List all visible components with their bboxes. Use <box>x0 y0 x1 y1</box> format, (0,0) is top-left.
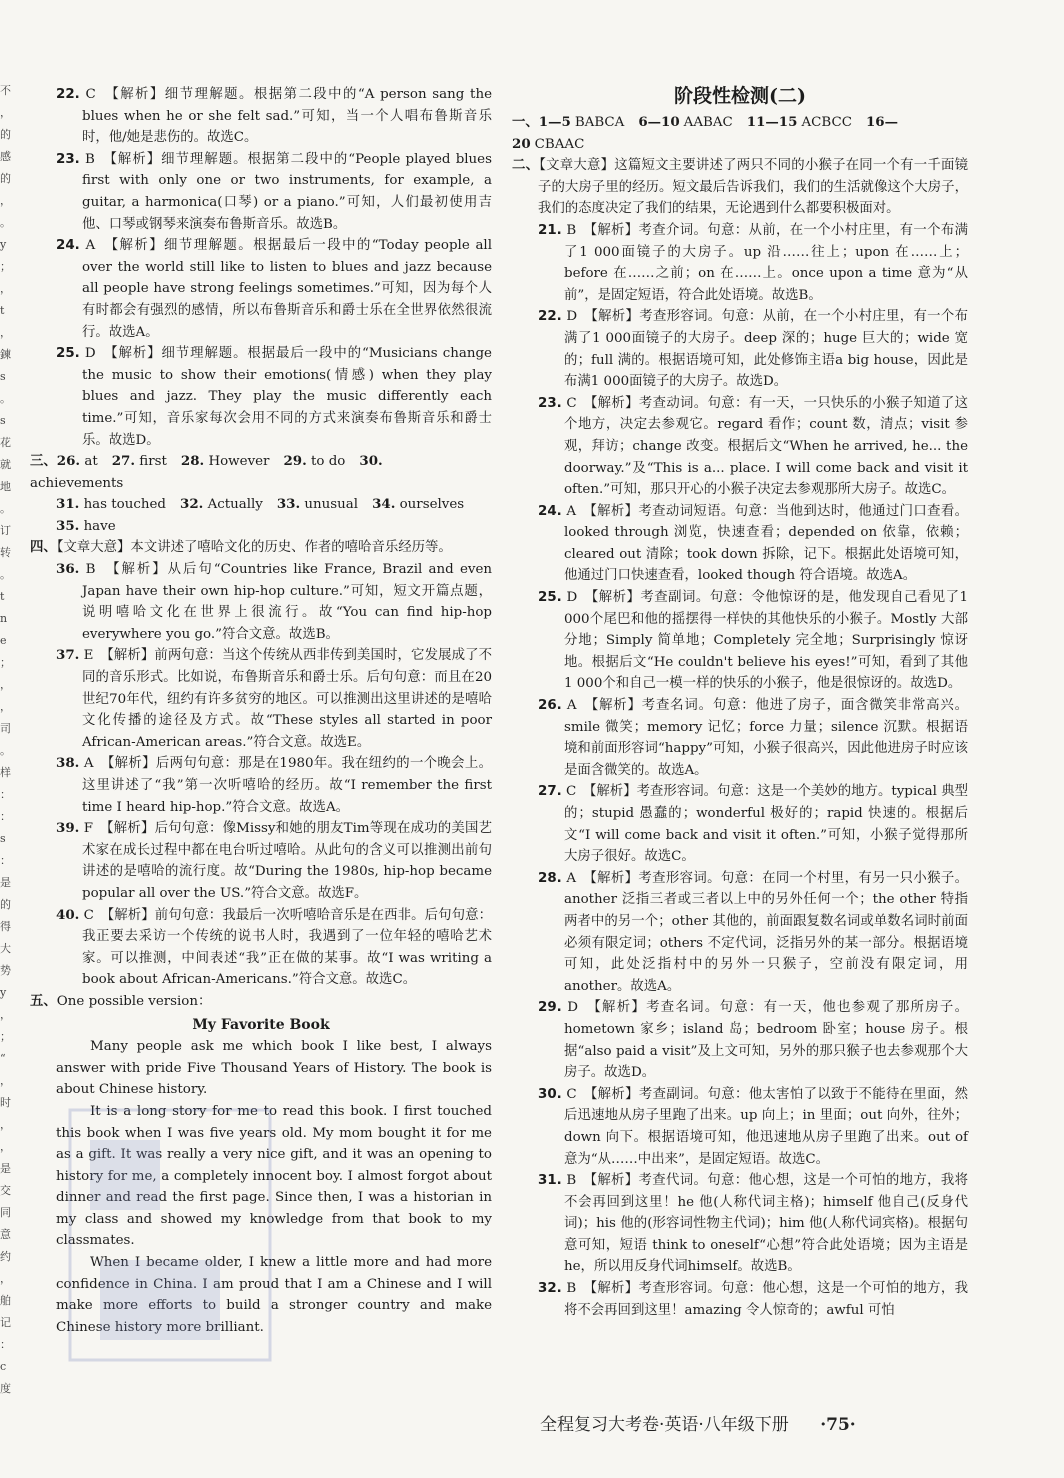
answer-pair <box>112 454 167 469</box>
answer-word: However <box>208 454 270 470</box>
answer-pair <box>372 497 464 512</box>
item-number: 36. <box>56 561 80 578</box>
cloze-answers <box>512 220 968 1321</box>
edge-char: 交 <box>0 1184 11 1197</box>
answer-pair <box>283 454 345 469</box>
answer-item <box>30 235 492 343</box>
edge-char: t <box>0 304 5 317</box>
answer-row <box>30 494 492 516</box>
page-number: ·75· <box>820 1415 856 1435</box>
left-column <box>30 84 492 1338</box>
section-4-label: 四、 <box>30 539 57 556</box>
answer-item <box>30 753 492 818</box>
answer-letters: CBAAC <box>534 136 585 152</box>
answer-item <box>30 343 492 451</box>
answer-item <box>512 1170 968 1278</box>
item-number: 22. <box>538 309 562 325</box>
section-5-essay <box>30 991 492 1339</box>
item-explanation: B 【解析】细节理解题。根据第二段中的“People played blues first with only one or two instruments, for example, a guitar, a harmonica(口琴) or a piano.”可知，人们最初使用吉他、口琴或钢琴来演奏布鲁斯音乐。故选B。 <box>82 151 492 232</box>
edge-char: ： <box>0 1338 11 1351</box>
item-explanation: A 【解析】考查形容词。句意：在同一个村里，有另一只小猴子。another 泛指三者或三者以上中的另外任何一个；the other 特指两者中的另一个；other 其他的，前面跟复数名词或单数名词时前面必须有限定词；others 不定代词，泛指另外的某一部分。根据语境可知，此处泛指村中的另外一只猴子，空前没有限定词，用another。故选A。 <box>564 870 969 994</box>
item-number: 21. <box>538 222 562 238</box>
item-explanation: F 【解析】后句句意：像Missy和她的朋友Tim等现在成功的美国艺术家在成长过程中都在电台听过嘻哈。从此句的含义可以推测出前句讲述的是嘻哈的流行度。故“During the 1980s, hip-hop became popular all over the US.”符合文意。故选F。 <box>82 821 492 901</box>
edge-char: 转 <box>0 546 11 559</box>
edge-char: 舶 <box>0 1294 11 1307</box>
edge-char: ， <box>0 1118 11 1131</box>
item-explanation: A 【解析】细节理解题。根据最后一段中的“Today people all over the world still like to listen to blues and jazz because all people have strong feelings sometimes.”可知，因为每个人有时都会有强烈的感情，所以布鲁斯音乐和爵士乐在全世界依然很流行。故选A。 <box>82 238 492 340</box>
edge-char: ， <box>0 1008 11 1021</box>
edge-char: 的 <box>0 128 11 141</box>
fill-blank-answers <box>30 451 492 537</box>
answer-item <box>512 1278 968 1321</box>
item-explanation: D 【解析】考查形容词。句意：从前，在一个小村庄里，有一个布满了1 000面镜子的大房子。deep 深的；huge 巨大的；wide 宽的；full 满的。根据语境可知，此处修饰主语a big house，因此是布满1 000面镜子的大房子。故选D。 <box>564 309 968 390</box>
edge-char: 样 <box>0 766 11 779</box>
item-number: 40. <box>56 906 80 923</box>
answer-word: Actually <box>207 497 263 513</box>
item-number: 24. <box>538 503 562 519</box>
edge-char: 时 <box>0 1096 11 1109</box>
item-explanation: D 【解析】考查副词。句意：令他惊讶的是，他发现自己看见了1 000个尾巴和他的摇摆得一样快的其他快乐的小猴子。Mostly 大部分地；Simply 简单地；Completely 完全地；Surprisingly 惊讶地。根据后文“He couldn't believe his eyes!”可知，看到了其他1 000个和自己一模一样的快乐的小猴子，他是很惊讶的。故选D。 <box>564 590 968 692</box>
item-explanation: E 【解析】前两句意：当这个传统从西非传到美国时，它发展成了不同的音乐形式。比如说，布鲁斯音乐和爵士乐。后句句意：而且在20世纪70年代，纽约有许多贫穷的地区。可以推测出这里讲述的是嘻哈文化传播的途径及方式。故“These styles all started in poor African-American areas.”符合文意。故选E。 <box>82 648 492 750</box>
edge-char: y <box>0 238 7 251</box>
answer-item <box>30 645 492 753</box>
edge-char: ： <box>0 854 11 867</box>
answer-item <box>512 393 968 501</box>
page-footer <box>540 1410 980 1435</box>
item-number: 38. <box>56 755 80 772</box>
answer-word: has touched <box>83 497 166 513</box>
answer-item <box>512 997 968 1083</box>
item-number: 32. <box>180 496 204 513</box>
edge-char: t <box>0 590 5 603</box>
answer-letters: BABCA <box>574 115 625 130</box>
answer-letters: ACBCC <box>801 115 852 130</box>
edge-char: 度 <box>0 1382 11 1395</box>
answer-range: 6—10 <box>638 114 680 130</box>
edge-char: s <box>0 414 6 427</box>
item-number: 22. <box>56 87 80 102</box>
listening-answers <box>512 112 968 155</box>
answer-range: 16—20 <box>512 114 898 152</box>
edge-char: 势 <box>0 964 11 977</box>
section-2-summary: 【文章大意】这篇短文主要讲述了两只不同的小猴子在同一个有一千面镜子的大房子里的经历。短文最后告诉我们，我们的生活就像这个大房子，我们的态度决定了我们的结果，无论遇到什么都要积极面对。 <box>538 158 968 217</box>
edge-char: 鍊 <box>0 348 11 361</box>
edge-char: 感 <box>0 150 11 163</box>
answer-pair <box>181 454 270 469</box>
item-number: 33. <box>276 496 301 513</box>
item-number: 31. <box>538 1173 562 1189</box>
item-number: 23. <box>56 151 80 167</box>
edge-char: 花 <box>0 436 11 449</box>
answer-item <box>512 868 968 998</box>
item-number: 25. <box>56 346 80 362</box>
item-number: 34. <box>372 496 396 513</box>
edge-char: ， <box>0 106 11 119</box>
item-number: 27. <box>538 784 562 800</box>
edge-char: 。 <box>0 744 11 757</box>
item-number: 24. <box>56 238 80 254</box>
edge-char: 。 <box>0 392 11 405</box>
edge-char: ， <box>0 1074 11 1087</box>
item-explanation: D 【解析】考查名词。句意：有一天，他也参观了那所房子。hometown 家乡；island 岛；bedroom 卧室；house 房子。根据“also paid a visit”及上文可知，另外的那只猴子也去参观那个大房子。故选D。 <box>564 1000 968 1081</box>
edge-char: ： <box>0 788 11 801</box>
item-explanation: A 【解析】考查名词。句意：他进了房子，面含微笑非常高兴。smile 微笑；memory 记忆；force 力量；silence 沉默。根据语境和前面形容词“happy”可知，小猴子很高兴，因此他进房子时应该是面含微笑的。故选A。 <box>564 698 968 778</box>
item-number: 28. <box>538 870 562 886</box>
answer-range: 11—15 <box>746 114 798 130</box>
edge-char: ， <box>0 326 11 339</box>
section-4-summary: 【文章大意】本文讲述了嘻哈文化的历史、作者的嘻哈音乐经历等。 <box>56 540 452 556</box>
edge-char: ， <box>0 1140 11 1153</box>
edge-char: 同 <box>0 1206 11 1219</box>
edge-char: n <box>0 612 8 625</box>
answer-item <box>512 695 968 781</box>
item-number: 27. <box>111 453 136 470</box>
item-explanation: B 【解析】考查介词。句意：从前，在一个小村庄里，有一个布满了1 000面镜子的大房子。up 沿……往上；upon 在……上；before 在……之前；on 在……上。once upon a time 意为“从前”，是固定短语，符合此处语境。故选B。 <box>564 222 968 303</box>
answer-word: first <box>139 454 167 470</box>
essay-intro: One possible version： <box>56 993 212 1009</box>
answer-word: unusual <box>304 497 359 513</box>
edge-char: ： <box>0 810 11 823</box>
edge-char: ， <box>0 1272 11 1285</box>
section-3 <box>30 451 492 537</box>
answer-word: ourselves <box>399 497 465 513</box>
edge-char: “ <box>0 1052 6 1065</box>
edge-char: y <box>0 986 7 999</box>
edge-char: 大 <box>0 942 11 955</box>
answer-pair <box>277 497 358 512</box>
edge-char: ， <box>0 194 11 207</box>
answer-item <box>30 149 492 235</box>
edge-char: ， <box>0 678 11 691</box>
answer-word: at <box>84 454 98 470</box>
item-explanation: B 【解析】考查代词。句意：他心想，这是一个可怕的地方，我将不会再回到这里！he 他(人称代词主格)；himself 他自己(反身代词)；his 他的(形容词性物主代词)；him 他(人称代词宾格)。根据句意可知，短语 think to oneself“心想”符合此处语境；因为主语是he，所以用反身代词himself。故选B。 <box>564 1173 968 1275</box>
edge-char: s <box>0 832 6 845</box>
answer-item <box>30 818 492 904</box>
item-explanation: A 【解析】考查动词短语。句意：当他到达时，他通过门口查看。looked through 浏览，快速查看；depended on 依靠，依赖；cleared out 清除；took down 拆除，记下。根据此处语境可知，他通过门口快速查看，looked though 符合语境。故选A。 <box>564 503 969 584</box>
item-number: 28. <box>180 453 205 470</box>
edge-char: 得 <box>0 920 11 933</box>
item-number: 30. <box>359 453 383 470</box>
item-number: 26. <box>56 453 81 470</box>
item-number: 37. <box>56 647 80 664</box>
item-number: 30. <box>538 1086 562 1102</box>
item-number: 32. <box>538 1281 562 1297</box>
item-explanation: C 【解析】考查形容词。句意：这是一个美妙的地方。typical 典型的；stupid 愚蠢的；wonderful 极好的；rapid 快速的。根据后文“I will come back and visit it often.”可知，小猴子觉得那所大房子很好。故选C。 <box>564 784 968 865</box>
item-number: 23. <box>538 395 562 411</box>
item-explanation: C 【解析】细节理解题。根据第二段中的“A person sang the blues when he or she felt sad.”可知，当一个人唱布鲁斯音乐时，他/她是悲伤的。故选C。 <box>82 87 492 146</box>
page-title: 阶段性检测(二) <box>674 85 806 107</box>
edge-char: 是 <box>0 1162 11 1175</box>
answer-pair <box>56 519 116 534</box>
edge-char: 就 <box>0 458 11 471</box>
answer-item <box>512 1084 968 1170</box>
edge-char: e <box>0 634 7 647</box>
answer-range: 1—5 <box>538 114 571 130</box>
item-explanation: C 【解析】前句句意：我最后一次听嘻哈音乐是在西非。后句句意：我正要去采访一个传统的说书人时，我遇到了一位年轻的嘻哈艺术家。可以推测，中间表述“我”正在做的某事。故“I was writing a book about African-Americans.”符合文意。故选C。 <box>82 907 492 988</box>
answer-pair <box>57 454 98 469</box>
answer-item <box>512 587 968 695</box>
answer-group <box>747 114 852 130</box>
edge-char: 记 <box>0 1316 11 1329</box>
item-number: 35. <box>56 517 80 534</box>
edge-char: ； <box>0 1030 11 1043</box>
section-5-label: 五、 <box>30 992 57 1009</box>
item-number: 26. <box>538 698 562 714</box>
edge-char: 的 <box>0 898 11 911</box>
section-3-label: 三、 <box>30 453 57 470</box>
section-4 <box>30 537 492 990</box>
edge-char: ， <box>0 700 11 713</box>
answer-pair <box>180 497 263 512</box>
answer-word: have <box>83 518 116 534</box>
section-2-label: 二、 <box>512 157 540 174</box>
edge-char: ； <box>0 656 11 669</box>
edge-char: 是 <box>0 876 11 889</box>
answer-word: to do <box>311 454 346 470</box>
edge-char: ； <box>0 260 11 273</box>
edge-char: s <box>0 370 6 383</box>
edge-char: 不 <box>0 84 11 97</box>
answer-item <box>30 559 492 645</box>
answer-row <box>30 516 492 538</box>
edge-char: 意 <box>0 1228 11 1241</box>
edge-char: 。 <box>0 568 11 581</box>
edge-char: 约 <box>0 1250 11 1263</box>
item-explanation: D 【解析】细节理解题。根据最后一段中的“Musicians change the music to show their emotions(情感) when they play blues and jazz. They play the music differently each time.”可知，音乐家每次会用不同的方式来演奏布鲁斯音乐和爵士乐。故选D。 <box>82 346 492 448</box>
item-number: 31. <box>56 496 80 513</box>
edge-char: c <box>0 1360 7 1373</box>
answer-item <box>512 781 968 867</box>
answer-item <box>30 84 492 149</box>
book-title: 全程复习大考卷·英语·八年级下册 <box>540 1415 789 1435</box>
answer-word: achievements <box>30 475 124 491</box>
item-number: 29. <box>283 453 307 470</box>
edge-char: 订 <box>0 524 11 537</box>
essay-body <box>30 1036 492 1338</box>
essay-title: My Favorite Book <box>192 1016 330 1033</box>
item-explanation: B 【解析】从后句“Countries like France, Brazil and even Japan have their own hip-hop culture.”可知，短文开篇点题，说明嘻哈文化在世界上很流行。故“You can find hip-hop everywhere you go.”符合文意。故选B。 <box>82 562 492 642</box>
answer-group <box>539 114 625 130</box>
answer-item <box>512 220 968 306</box>
item-explanation: C 【解析】考查动词。句意：有一天，一只快乐的小猴子知道了这个地方，决定去参观它。regard 看作；count 数，清点；visit 参观，拜访；change 改变。根据后文“When he arrived, he... the doorway.”及“This is a... place. I will come back and visit it often.”可知，那只开心的小猴子决定去参观那所大房子。故选C。 <box>564 395 969 498</box>
right-column <box>512 84 968 1321</box>
item-explanation: C 【解析】考查副词。句意：他太害怕了以致于不能待在里面，然后迅速地从房子里跑了出来。up 向上；in 里面；out 向外，往外；down 向下。根据语境可知，他迅速地从房子里跑了出来。out of 意为“从……中出来”，是固定短语。故选C。 <box>564 1086 969 1167</box>
seven-choose-five-answers <box>30 559 492 991</box>
edge-char: 。 <box>0 502 11 515</box>
answer-item <box>30 905 492 991</box>
reading-answers-22-25 <box>30 84 492 451</box>
essay-paragraph: It is a long story for me to read this book. I first touched this book when I was five years old. My mom bought it for me as a gift. It was really a very nice gift, and it was an opening to history for me, a completely innocent boy. I almost forgot about dinner and read the first page. Since then, I was a historian in my class and showed my knowledge from that book to my classmates. <box>56 1103 492 1249</box>
answer-letters: AABAC <box>683 115 733 130</box>
edge-char: 。 <box>0 216 11 229</box>
answer-item <box>512 501 968 587</box>
answer-item <box>512 306 968 392</box>
answer-group <box>638 114 732 130</box>
item-explanation: A 【解析】后两句句意：那是在1980年。我在纽约的一个晚会上。这里讲述了“我”第一次听嘻哈的经历。故“I remember the first time I heard hip-hop.”符合文意。故选A。 <box>82 756 493 815</box>
item-number: 39. <box>56 820 80 837</box>
edge-char: 地 <box>0 480 11 493</box>
essay-paragraph: Many people ask me which book I like best, I always answer with pride Five Thousand Years of History. The book is about Chinese history. <box>56 1039 492 1098</box>
edge-char: ， <box>0 282 11 295</box>
item-explanation: B 【解析】考查形容词。句意：他心想，这是一个可怕的地方，我将不会再回到这里！amazing 令人惊奇的；awful 可怕 <box>564 1281 968 1318</box>
essay-paragraph: When I became older, I knew a little more and had more confidence in China. I am proud that I am a Chinese and I will make more efforts to build a stronger country and make Chinese history more brilliant. <box>56 1255 492 1335</box>
edge-char: 的 <box>0 172 11 185</box>
answer-pair <box>56 497 166 512</box>
item-number: 25. <box>538 590 562 606</box>
edge-char: 司 <box>0 722 11 735</box>
left-edge-bleed <box>0 80 16 1395</box>
section-1-label: 一、 <box>512 114 539 130</box>
answer-row <box>30 451 492 494</box>
item-number: 29. <box>538 1000 562 1016</box>
